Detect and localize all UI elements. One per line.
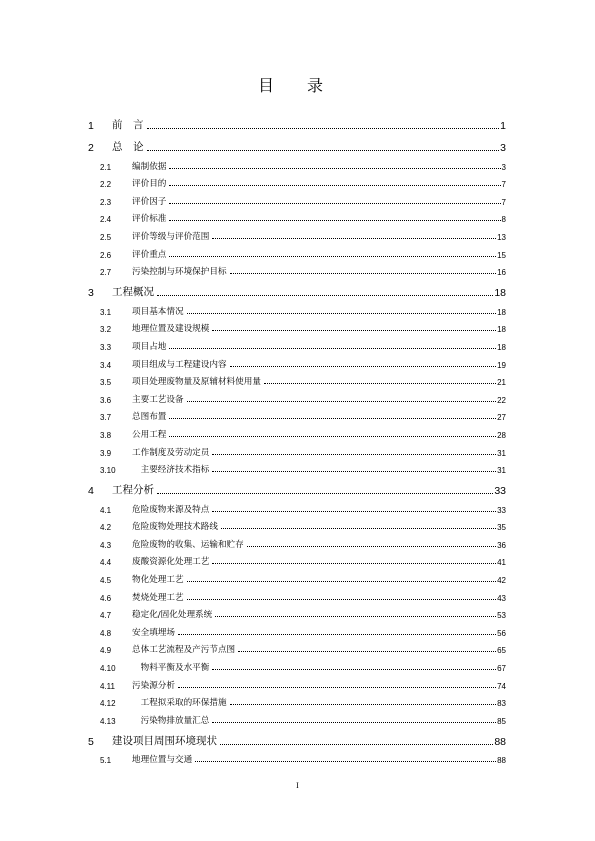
dot-leader — [230, 273, 497, 274]
toc-section-entry[interactable] — [88, 550, 506, 568]
toc-entry-label: 污染源分析 — [132, 680, 175, 691]
toc-section-entry[interactable] — [88, 317, 506, 335]
toc-entry-label: 污染控制与环境保护目标 — [132, 267, 227, 278]
toc-entry-page: 18 — [494, 287, 506, 300]
toc-entry-label: 危险废物的收集、运输和贮存 — [132, 539, 244, 550]
toc-entry-number: 2.7 — [100, 268, 112, 278]
toc-entry-page: 88 — [494, 735, 506, 748]
toc-entry-label: 焚烧处理工艺 — [132, 592, 184, 603]
toc-entry-page: 18 — [497, 325, 506, 335]
dot-leader — [212, 511, 496, 512]
toc-section-entry[interactable] — [88, 260, 506, 278]
toc-entry-page: 33 — [494, 485, 506, 498]
toc-section-entry[interactable] — [88, 334, 506, 352]
toc-entry-page: 13 — [497, 232, 506, 242]
dot-leader — [169, 418, 496, 419]
toc-entry-label: 评价重点 — [132, 249, 167, 260]
toc-section-entry[interactable] — [88, 567, 506, 585]
dot-leader — [212, 563, 496, 564]
toc-section-entry[interactable] — [88, 532, 506, 550]
dot-leader — [157, 493, 493, 494]
dot-leader — [195, 761, 496, 762]
toc-entry-page: 27 — [497, 413, 506, 423]
toc-entry-number: 2.3 — [100, 197, 112, 207]
toc-entry-page: 41 — [497, 558, 506, 568]
toc-entry-label: 工程拟采取的环保措施 — [132, 698, 227, 709]
toc-entry-label: 公用工程 — [132, 429, 167, 440]
toc-entry-number: 4.6 — [100, 593, 112, 603]
toc-entry-page: 18 — [497, 307, 506, 317]
toc-title: 目 录 — [257, 76, 338, 95]
dot-leader — [230, 704, 497, 705]
toc-entry-label: 评价因子 — [132, 196, 167, 207]
toc-chapter-entry[interactable] — [88, 132, 506, 154]
toc-entry-label: 地理位置与交通 — [132, 755, 193, 766]
toc-entry-label: 主要经济技术指标 — [132, 465, 210, 476]
toc-section-entry[interactable] — [88, 638, 506, 656]
toc-entry-label: 工程概况 — [112, 286, 154, 299]
toc-entry-label: 评价标准 — [132, 214, 167, 225]
toc-entry-label: 项目占地 — [132, 341, 167, 352]
dot-leader — [212, 471, 496, 472]
dot-leader — [238, 651, 496, 652]
toc-entry-number: 4.8 — [100, 628, 112, 638]
toc-section-entry[interactable] — [88, 387, 506, 405]
dot-leader — [169, 185, 500, 186]
dot-leader — [212, 454, 496, 455]
dot-leader — [187, 581, 497, 582]
toc-entry-page: 19 — [497, 360, 506, 370]
toc-section-entry[interactable] — [88, 585, 506, 603]
toc-entry-page: 85 — [497, 716, 506, 726]
toc-entry-page: 1 — [500, 120, 506, 132]
toc-entry-number: 4.11 — [100, 681, 115, 691]
toc-section-entry[interactable] — [88, 189, 506, 207]
dot-leader — [169, 168, 500, 169]
toc-entry-label: 物料平衡及水平衡 — [132, 663, 210, 674]
toc-entry-page: 65 — [497, 646, 506, 656]
toc-entry-number: 4.4 — [100, 558, 112, 568]
toc-entry-number: 4.3 — [100, 540, 112, 550]
toc-entry-number: 2.5 — [100, 232, 112, 242]
toc-entry-label: 总 论 — [112, 141, 144, 153]
dot-leader — [178, 634, 496, 635]
toc-entry-label: 工程分析 — [112, 484, 154, 497]
toc-entry-page: 16 — [497, 268, 506, 278]
toc-section-entry[interactable] — [88, 352, 506, 370]
toc-entry-page: 53 — [497, 611, 506, 621]
toc-section-entry[interactable] — [88, 655, 506, 673]
toc-chapter-entry[interactable] — [88, 726, 506, 748]
toc-entry-label: 工作制度及劳动定员 — [132, 447, 210, 458]
toc-section-entry[interactable] — [88, 497, 506, 515]
toc-section-entry[interactable] — [88, 154, 506, 172]
toc-section-entry[interactable] — [88, 515, 506, 533]
toc-entry-page: 3 — [501, 162, 506, 172]
toc-section-entry[interactable] — [88, 440, 506, 458]
toc-section-entry[interactable] — [88, 405, 506, 423]
dot-leader — [212, 330, 496, 331]
toc-entry-page: 56 — [497, 628, 506, 638]
toc-entry-page: 8 — [501, 215, 506, 225]
toc-entry-number: 3.9 — [100, 448, 112, 458]
toc-entry-label: 项目基本情况 — [132, 306, 184, 317]
toc-entry-number: 3.2 — [100, 325, 112, 335]
dot-leader — [169, 436, 496, 437]
dot-leader — [212, 238, 496, 239]
toc-entry-number: 3.8 — [100, 430, 112, 440]
toc-entry-label: 评价目的 — [132, 179, 167, 190]
toc-entry-page: 36 — [497, 540, 506, 550]
dot-leader — [212, 722, 496, 723]
toc-entry-page: 7 — [501, 180, 506, 190]
toc-entry-label: 总图布置 — [132, 412, 167, 423]
table-of-contents — [88, 110, 506, 765]
toc-entry-number: 4.13 — [100, 716, 116, 726]
toc-section-entry[interactable] — [88, 458, 506, 476]
toc-section-entry[interactable] — [88, 242, 506, 260]
toc-entry-number: 4 — [88, 485, 94, 498]
dot-leader — [157, 295, 493, 296]
toc-entry-number: 5 — [88, 735, 94, 748]
toc-entry-number: 3.10 — [100, 466, 116, 476]
toc-entry-label: 危险废物来源及特点 — [132, 504, 210, 515]
toc-entry-number: 4.1 — [100, 505, 112, 515]
toc-entry-page: 83 — [497, 699, 506, 709]
toc-entry-number: 3.6 — [100, 395, 112, 405]
toc-entry-number: 4.10 — [100, 664, 116, 674]
toc-entry-number: 3 — [88, 287, 94, 300]
dot-leader — [169, 256, 496, 257]
toc-entry-label: 安全填埋场 — [132, 627, 175, 638]
toc-entry-number: 4.9 — [100, 646, 112, 656]
toc-entry-number: 3.1 — [100, 307, 112, 317]
toc-entry-number: 3.7 — [100, 413, 112, 423]
dot-leader — [215, 616, 496, 617]
dot-leader — [220, 744, 493, 745]
toc-section-entry[interactable] — [88, 691, 506, 709]
toc-entry-page: 22 — [497, 395, 506, 405]
toc-entry-number: 3.5 — [100, 378, 112, 388]
dot-leader — [169, 348, 496, 349]
toc-entry-label: 项目处理废物量及原辅材料使用量 — [132, 377, 261, 388]
toc-entry-label: 物化处理工艺 — [132, 575, 184, 586]
toc-entry-label: 废酸资源化处理工艺 — [132, 557, 210, 568]
toc-entry-number: 1 — [88, 120, 94, 132]
toc-entry-page: 43 — [497, 593, 506, 603]
toc-entry-page: 31 — [497, 466, 506, 476]
dot-leader — [247, 546, 496, 547]
toc-entry-number: 3.4 — [100, 360, 112, 370]
toc-entry-label: 主要工艺设备 — [132, 394, 184, 405]
toc-section-entry[interactable] — [88, 748, 506, 766]
toc-section-entry[interactable] — [88, 603, 506, 621]
dot-leader — [187, 401, 497, 402]
toc-section-entry[interactable] — [88, 207, 506, 225]
toc-entry-number: 2.2 — [100, 180, 112, 190]
toc-entry-label: 总体工艺流程及产污节点图 — [132, 645, 236, 656]
toc-entry-number: 4.2 — [100, 523, 112, 533]
toc-section-entry[interactable] — [88, 422, 506, 440]
toc-entry-label: 建设项目周围环境现状 — [112, 734, 217, 747]
toc-section-entry[interactable] — [88, 370, 506, 388]
dot-leader — [169, 220, 500, 221]
toc-entry-label: 前 言 — [112, 119, 144, 131]
toc-chapter-entry[interactable] — [88, 277, 506, 299]
toc-entry-page: 28 — [497, 430, 506, 440]
toc-section-entry[interactable] — [88, 620, 506, 638]
dot-leader — [187, 313, 497, 314]
toc-entry-page: 42 — [497, 576, 506, 586]
dot-leader — [221, 528, 496, 529]
dot-leader — [230, 366, 497, 367]
toc-entry-page: 88 — [497, 756, 506, 766]
toc-section-entry[interactable] — [88, 673, 506, 691]
toc-section-entry[interactable] — [88, 172, 506, 190]
page-number: I — [296, 781, 299, 790]
toc-entry-page: 74 — [497, 681, 506, 691]
toc-entry-page: 67 — [497, 664, 506, 674]
toc-entry-number: 4.12 — [100, 699, 116, 709]
toc-entry-page: 7 — [501, 197, 506, 207]
toc-section-entry[interactable] — [88, 299, 506, 317]
toc-entry-label: 稳定化/固化处理系统 — [132, 610, 213, 621]
dot-leader — [178, 687, 496, 688]
dot-leader — [187, 599, 497, 600]
toc-section-entry[interactable] — [88, 224, 506, 242]
toc-entry-label: 地理位置及建设规模 — [132, 324, 210, 335]
dot-leader — [147, 150, 500, 151]
toc-entry-page: 3 — [500, 142, 506, 154]
toc-entry-label: 编制依据 — [132, 161, 167, 172]
toc-entry-page: 33 — [497, 505, 506, 515]
dot-leader — [147, 128, 500, 129]
toc-entry-number: 3.3 — [100, 342, 112, 352]
toc-entry-label: 项目组成与工程建设内容 — [132, 359, 227, 370]
toc-entry-number: 5.1 — [100, 756, 112, 766]
toc-section-entry[interactable] — [88, 708, 506, 726]
toc-entry-page: 21 — [497, 378, 506, 388]
toc-entry-label: 污染物排放量汇总 — [132, 715, 210, 726]
toc-entry-page: 35 — [497, 523, 506, 533]
toc-entry-page: 31 — [497, 448, 506, 458]
toc-entry-label: 评价等级与评价范围 — [132, 231, 210, 242]
toc-entry-page: 18 — [497, 342, 506, 352]
toc-entry-page: 15 — [497, 250, 506, 260]
toc-entry-number: 4.5 — [100, 576, 112, 586]
dot-leader — [264, 383, 496, 384]
toc-entry-number: 2 — [88, 142, 94, 154]
dot-leader — [212, 669, 496, 670]
dot-leader — [169, 203, 500, 204]
toc-chapter-entry[interactable] — [88, 475, 506, 497]
toc-entry-number: 2.6 — [100, 250, 112, 260]
toc-entry-number: 2.4 — [100, 215, 112, 225]
toc-chapter-entry[interactable] — [88, 110, 506, 132]
toc-entry-number: 2.1 — [100, 162, 112, 172]
toc-entry-number: 4.7 — [100, 611, 112, 621]
toc-entry-label: 危险废物处理技术路线 — [132, 522, 218, 533]
